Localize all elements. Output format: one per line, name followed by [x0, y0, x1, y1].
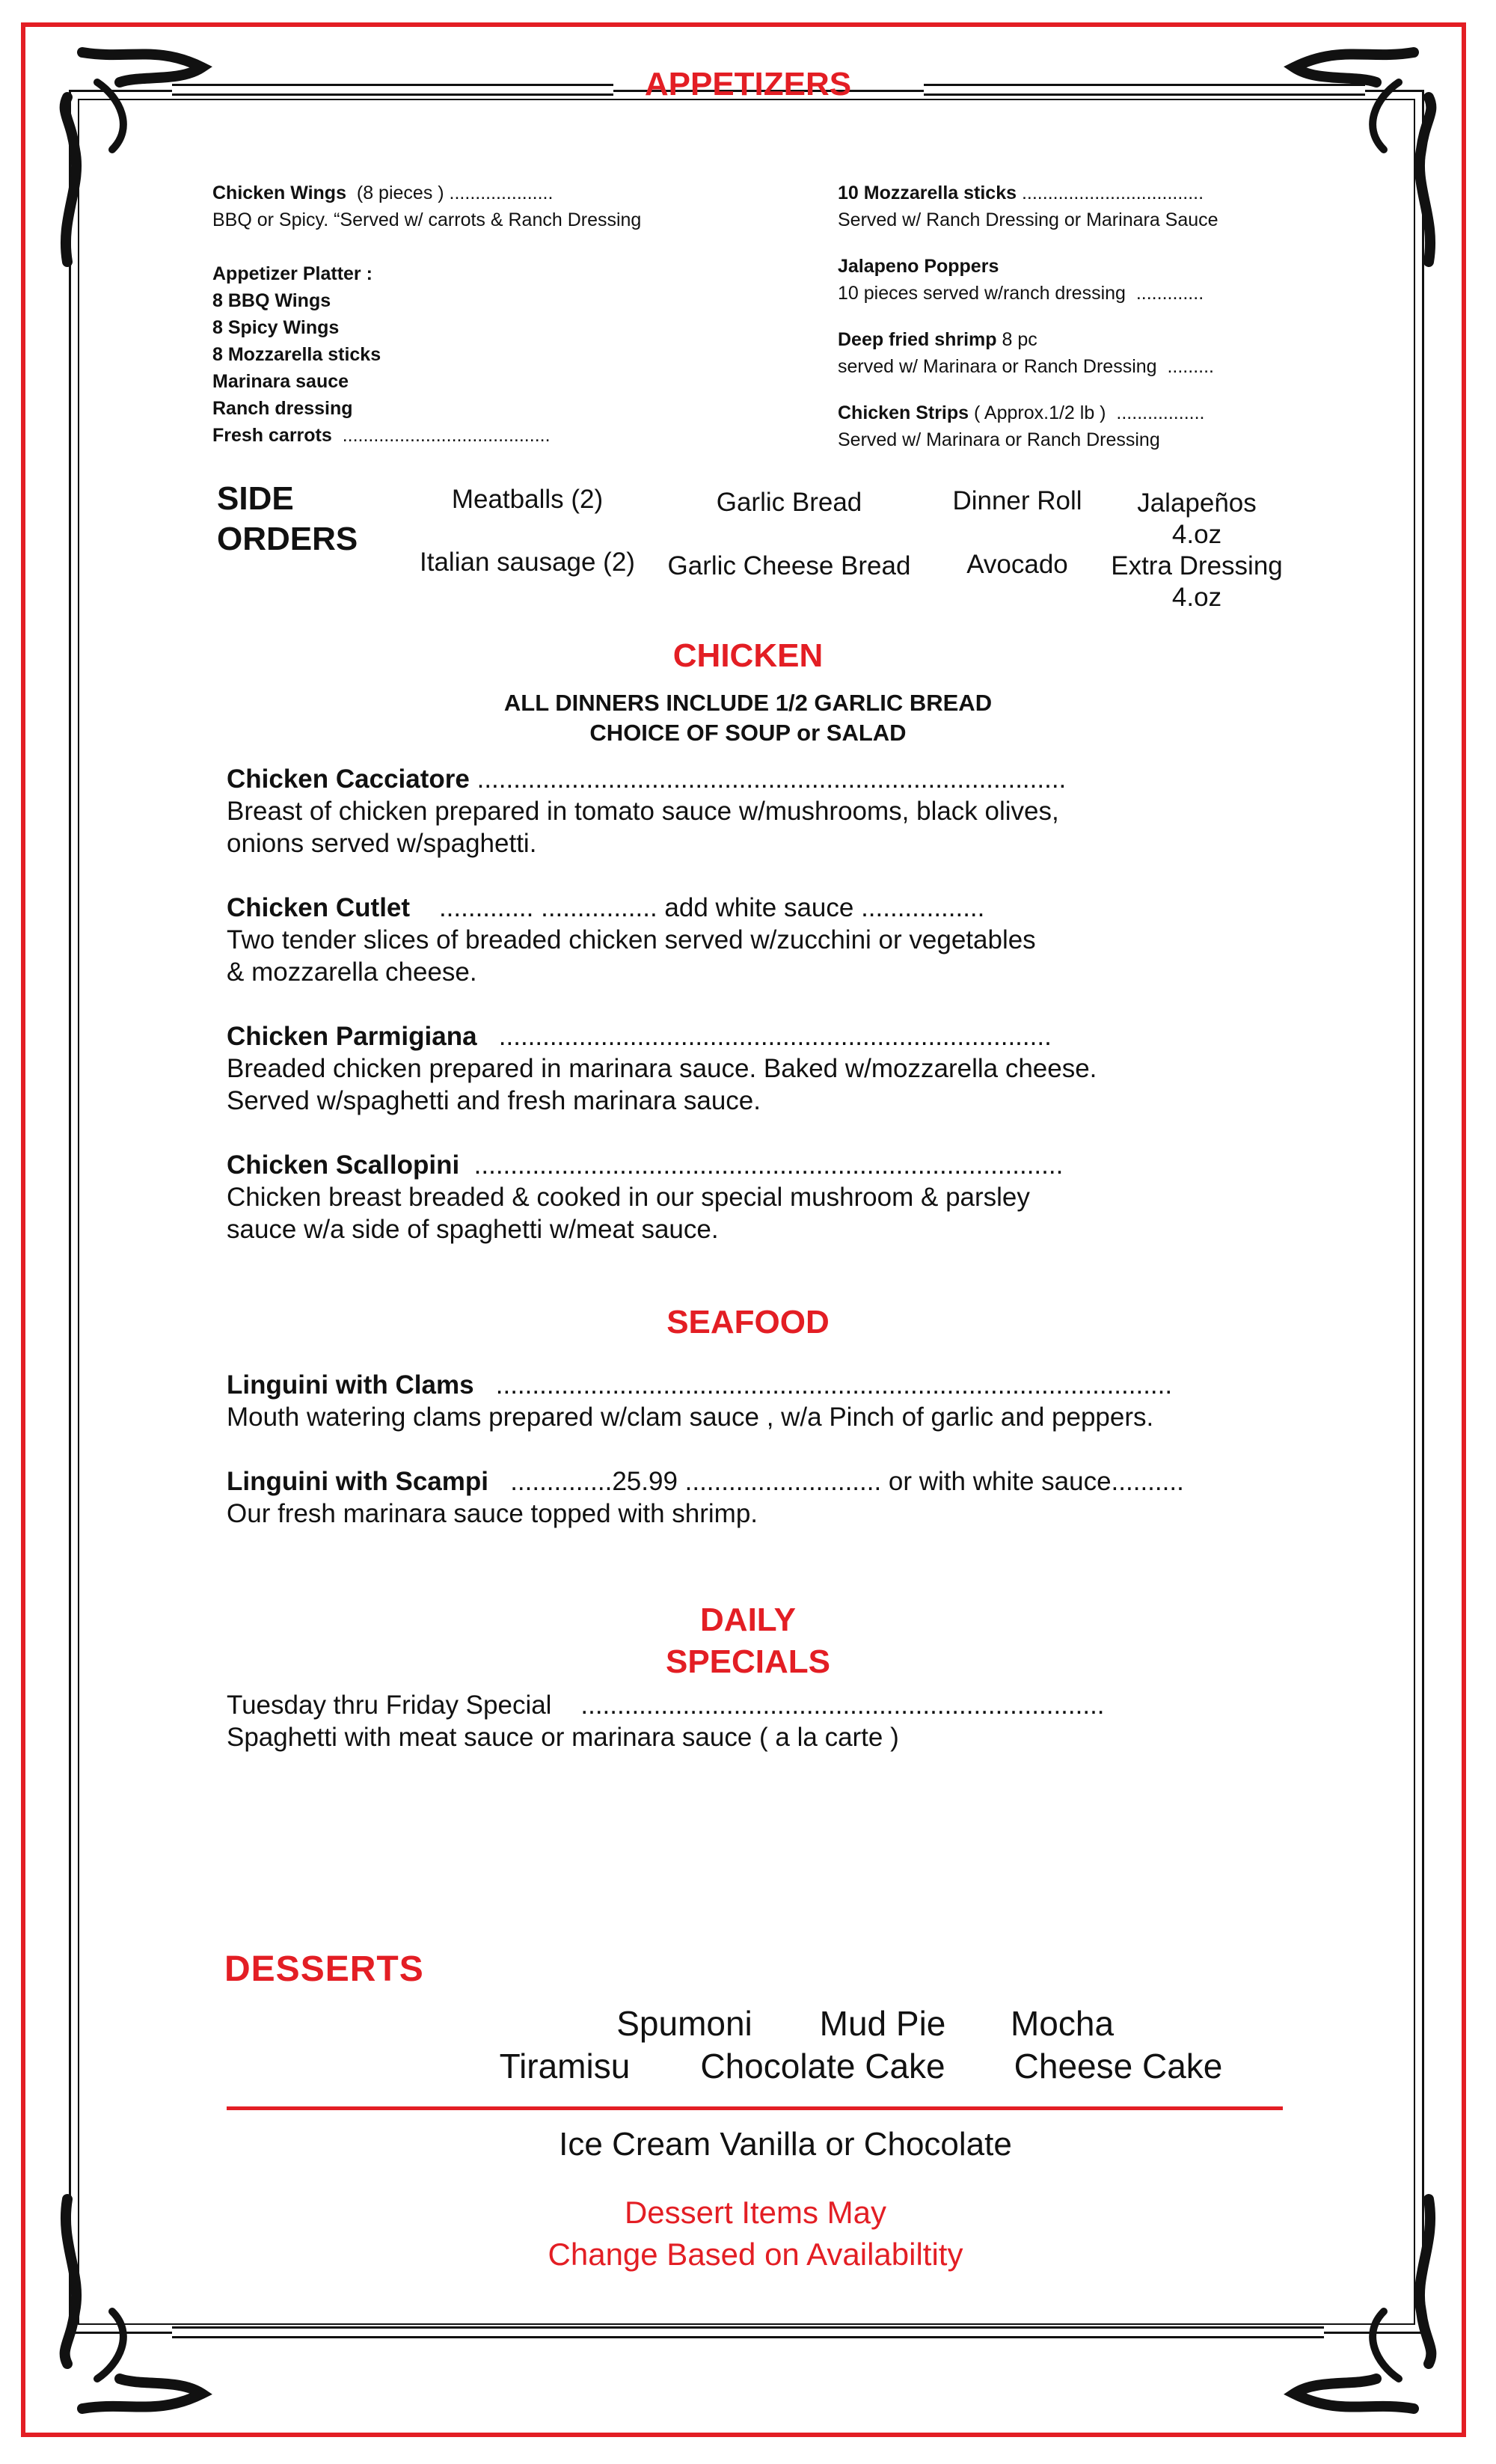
platter-line: Ranch dressing	[212, 398, 353, 419]
dot-leader: ...................................	[1021, 183, 1204, 203]
item-detail: ( Approx.1/2 lb )	[974, 402, 1106, 423]
menu-item	[227, 892, 1274, 924]
note-line: Dessert Items May	[624, 2195, 887, 2230]
heading-line: ORDERS	[217, 521, 358, 557]
dot-leader: ..............25.99 ........................... or with white sauce..........	[510, 1467, 1184, 1496]
item-description: Served w/ Marinara or Ranch Dressing	[838, 429, 1160, 450]
menu-item	[227, 1689, 1311, 1721]
menu-item	[227, 1149, 1274, 1181]
item-description	[838, 280, 1302, 307]
side-item: Jalapeños	[1137, 488, 1257, 518]
item-detail: (8 pieces ) ....................	[356, 183, 554, 203]
menu-item	[227, 1020, 1274, 1052]
item-name: Tuesday thru Friday Special	[227, 1691, 552, 1720]
item-name: Chicken Cacciatore	[227, 764, 470, 794]
appetizers-left-column	[212, 180, 736, 449]
item-description: Breast of chicken prepared in tomato sauce w/mushrooms, black olives,	[227, 797, 1059, 826]
dot-leader: ........................................................................	[580, 1691, 1105, 1720]
chicken-item-list	[227, 763, 1274, 1245]
dot-leader: ........................................	[342, 425, 551, 446]
item-description: Spaghetti with meat sauce or marinara sauce ( a la carte )	[227, 1723, 899, 1752]
dot-leader: .........	[1167, 356, 1214, 377]
item-name: Linguini with Scampi	[227, 1467, 488, 1496]
appetizers-heading: APPETIZERS	[644, 66, 852, 102]
item-description: Mouth watering clams prepared w/clam sauce , w/a Pinch of garlic and peppers.	[227, 1403, 1154, 1432]
menu-item	[838, 180, 1302, 206]
menu-item	[838, 253, 1302, 280]
menu-item	[227, 1465, 1311, 1498]
desc-text: served w/ Marinara or Ranch Dressing	[838, 356, 1157, 377]
seafood-heading: SEAFOOD	[666, 1304, 830, 1340]
item-name: Deep fried shrimp	[838, 329, 997, 350]
item-description: & mozzarella cheese.	[227, 957, 477, 987]
item-description: Served w/spaghetti and fresh marinara sauce.	[227, 1086, 761, 1115]
item-description	[838, 353, 1302, 380]
desc-text: 10 pieces served w/ranch dressing	[838, 283, 1126, 304]
side-item: Extra Dressing	[1111, 551, 1283, 580]
seafood-item-list	[227, 1369, 1311, 1530]
subheading-line: ALL DINNERS INCLUDE 1/2 GARLIC BREAD	[503, 690, 993, 716]
dot-leader: ............. ................ add white sauce .................	[438, 893, 985, 922]
platter-line: Fresh carrots	[212, 425, 332, 446]
bottom-rule	[172, 2326, 1324, 2338]
heading-line: DAILY	[700, 1602, 796, 1638]
dessert-divider	[227, 2106, 1283, 2110]
item-description: Our fresh marinara sauce topped with shrimp.	[227, 1499, 758, 1528]
side-item: Meatballs (2)	[451, 485, 604, 514]
platter-line: 8 Mozzarella sticks	[212, 344, 381, 365]
dot-leader: .................................................................................	[476, 764, 1067, 794]
item-name: Chicken Strips	[838, 402, 969, 423]
item-name: Jalapeno Poppers	[838, 256, 999, 277]
menu-item	[838, 326, 1302, 353]
chicken-heading: CHICKEN	[672, 637, 824, 674]
side-item: Avocado	[966, 550, 1068, 579]
platter-line: 8 BBQ Wings	[212, 290, 331, 311]
chicken-subheading	[374, 688, 1122, 748]
menu-item	[227, 763, 1274, 795]
item-description: onions served w/spaghetti.	[227, 829, 537, 858]
dessert-item: Cheese Cake	[1014, 2047, 1223, 2085]
dessert-note	[411, 2192, 1100, 2275]
item-name: 10 Mozzarella sticks	[838, 183, 1017, 203]
desserts-heading: DESSERTS	[224, 1949, 424, 1989]
chicken-wings-line	[212, 180, 736, 206]
dot-leader: .............	[1135, 283, 1204, 304]
item-description: Two tender slices of breaded chicken served w/zucchini or vegetables	[227, 925, 1036, 954]
dessert-item: Mocha	[1010, 2004, 1115, 2043]
dessert-item: Spumoni	[616, 2004, 752, 2043]
dot-leader: .................	[1116, 402, 1205, 423]
side-item: Garlic Bread	[716, 488, 862, 517]
dessert-item: Mud Pie	[819, 2004, 946, 2043]
side-item: 4.oz	[1171, 520, 1222, 549]
menu-item	[838, 399, 1302, 426]
heading-line: SIDE	[217, 480, 294, 517]
item-name: Linguini with Clams	[227, 1370, 474, 1400]
item-description: Served w/ Ranch Dressing or Marinara Sauce	[838, 209, 1218, 230]
platter-line: 8 Spicy Wings	[212, 317, 340, 338]
dessert-item: Chocolate Cake	[700, 2047, 945, 2085]
side-orders-heading	[217, 479, 358, 560]
item-description: sauce w/a side of spaghetti w/meat sauce.	[227, 1215, 719, 1244]
side-item: Italian sausage (2)	[420, 548, 635, 577]
item-name: Chicken Parmigiana	[227, 1022, 477, 1051]
scroll-flourish-icon	[1272, 2184, 1444, 2424]
note-line: Change Based on Availabiltity	[548, 2237, 963, 2272]
scroll-flourish-icon	[52, 2184, 224, 2424]
item-name: Chicken Cutlet	[227, 893, 411, 922]
dot-leader: ............................................................................	[498, 1022, 1052, 1051]
scroll-flourish-icon	[52, 37, 224, 277]
ice-cream-line: Ice Cream Vanilla or Chocolate	[559, 2126, 1012, 2163]
item-description: Breaded chicken prepared in marinara sauce. Baked w/mozzarella cheese.	[227, 1054, 1097, 1083]
side-item-group	[1092, 488, 1302, 613]
appetizers-right-column	[838, 180, 1302, 453]
daily-special-item	[227, 1689, 1311, 1753]
subheading-line: CHOICE OF SOUP or SALAD	[589, 720, 907, 746]
item-name: Chicken Scallopini	[227, 1150, 460, 1180]
platter-line: Marinara sauce	[212, 371, 349, 392]
item-description: Chicken breast breaded & cooked in our special mushroom & parsley	[227, 1183, 1030, 1212]
side-item: Garlic Cheese Bread	[667, 551, 911, 580]
item-detail: 8 pc	[1002, 329, 1037, 350]
side-item: 4.oz	[1171, 583, 1222, 612]
dot-leader: .................................................................................	[473, 1150, 1064, 1180]
dot-leader: .............................................................................................	[495, 1370, 1173, 1400]
side-item: Dinner Roll	[952, 486, 1082, 515]
item-description: BBQ or Spicy. “Served w/ carrots & Ranch Dressing	[212, 209, 642, 230]
item-name: Chicken Wings	[212, 183, 346, 203]
dessert-item: Tiramisu	[499, 2047, 631, 2085]
menu-item	[227, 1369, 1311, 1401]
heading-line: SPECIALS	[665, 1643, 831, 1680]
daily-specials-heading	[524, 1599, 972, 1683]
platter-line: Appetizer Platter :	[212, 263, 373, 284]
